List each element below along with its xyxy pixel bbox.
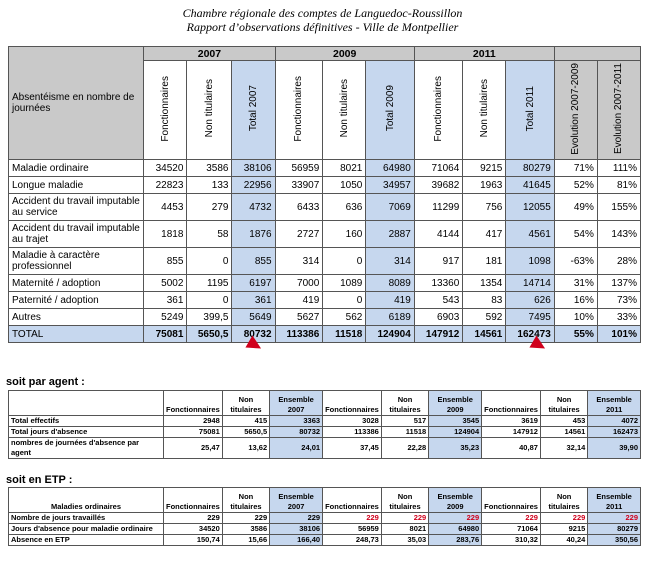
header-row bbox=[9, 488, 641, 513]
table-row bbox=[9, 292, 641, 309]
table-cell: 22823 bbox=[144, 177, 187, 194]
row-label: Nombre de jours travaillés bbox=[9, 513, 164, 524]
table-cell: 229 bbox=[222, 513, 269, 524]
table-cell: 14561 bbox=[540, 427, 587, 438]
table-row bbox=[9, 275, 641, 292]
table-cell: 34957 bbox=[366, 177, 414, 194]
table-cell: 80732 bbox=[232, 326, 275, 343]
table-cell: 40,87 bbox=[482, 438, 541, 459]
table-cell: 52% bbox=[554, 177, 597, 194]
column-header-text: Non titulaires bbox=[338, 79, 350, 138]
column-header bbox=[554, 61, 597, 160]
column-header: Ensemble 2011 bbox=[588, 488, 641, 513]
table-cell: 855 bbox=[144, 248, 187, 275]
column-header-text: Fonctionnaires bbox=[433, 75, 445, 142]
table-cell: 15,66 bbox=[222, 535, 269, 546]
table-cell: 64980 bbox=[366, 160, 414, 177]
table-cell: 8021 bbox=[323, 160, 366, 177]
table-cell: 7069 bbox=[366, 194, 414, 221]
column-header: Ensemble 2007 bbox=[270, 391, 323, 416]
header-row bbox=[9, 391, 641, 416]
column-header-text: Fonctionnaires bbox=[159, 75, 171, 142]
table-cell: 229 bbox=[270, 513, 323, 524]
table-cell: 314 bbox=[366, 248, 414, 275]
table-cell: 3545 bbox=[429, 416, 482, 427]
column-header bbox=[506, 61, 554, 160]
page-header bbox=[0, 6, 645, 34]
table-cell: 162473 bbox=[506, 326, 554, 343]
row-label: Longue maladie bbox=[9, 177, 144, 194]
table-cell: 16% bbox=[554, 292, 597, 309]
table-cell: 229 bbox=[482, 513, 541, 524]
table-cell: 80279 bbox=[506, 160, 554, 177]
table-cell: 49% bbox=[554, 194, 597, 221]
table-cell: 3028 bbox=[323, 416, 382, 427]
table-cell: 1818 bbox=[144, 221, 187, 248]
row-label: Maladie à caractère professionnel bbox=[9, 248, 144, 275]
table-cell: 229 bbox=[588, 513, 641, 524]
table-cell: 1876 bbox=[232, 221, 275, 248]
table-cell: 229 bbox=[429, 513, 482, 524]
table-cell: 39682 bbox=[414, 177, 462, 194]
table-cell: 4732 bbox=[232, 194, 275, 221]
row-label: Autres bbox=[9, 309, 144, 326]
column-header-text: Non titulaires bbox=[478, 79, 490, 138]
table-row bbox=[9, 248, 641, 275]
column-header-text: Evolution 2007-2009 bbox=[570, 62, 582, 155]
table-cell: 4072 bbox=[588, 416, 641, 427]
table-cell: 417 bbox=[463, 221, 506, 248]
table-row bbox=[9, 309, 641, 326]
table-cell: 40,24 bbox=[540, 535, 587, 546]
table-cell: 8089 bbox=[366, 275, 414, 292]
table-cell: 229 bbox=[381, 513, 428, 524]
row-label: Total jours d'absence bbox=[9, 427, 164, 438]
table-cell: 0 bbox=[187, 292, 232, 309]
table-cell: 6433 bbox=[275, 194, 323, 221]
table-cell: 56959 bbox=[275, 160, 323, 177]
table-cell: 133 bbox=[187, 177, 232, 194]
absenteeism-table bbox=[8, 46, 641, 343]
evolution-header-blank bbox=[554, 47, 640, 61]
column-header bbox=[597, 61, 640, 160]
table-cell: 160 bbox=[323, 221, 366, 248]
table-cell: 80279 bbox=[588, 524, 641, 535]
table-cell: 3363 bbox=[270, 416, 323, 427]
table-cell: 361 bbox=[144, 292, 187, 309]
table-cell: 11299 bbox=[414, 194, 462, 221]
table-cell: 5650,5 bbox=[187, 326, 232, 343]
table-row bbox=[9, 535, 641, 546]
table-cell: 229 bbox=[540, 513, 587, 524]
etp-caption: soit en ETP : bbox=[6, 474, 73, 486]
table-cell: 155% bbox=[597, 194, 640, 221]
table-cell: 592 bbox=[463, 309, 506, 326]
table-cell: 124904 bbox=[429, 427, 482, 438]
column-header: Ensemble 2009 bbox=[429, 488, 482, 513]
column-header-text: Total 2009 bbox=[384, 85, 396, 132]
table-cell: 24,01 bbox=[270, 438, 323, 459]
table-cell: 5649 bbox=[232, 309, 275, 326]
table-cell: 111% bbox=[597, 160, 640, 177]
table-cell: 113386 bbox=[323, 427, 382, 438]
table-cell: 350,56 bbox=[588, 535, 641, 546]
table-cell: 0 bbox=[187, 248, 232, 275]
table-cell: 80732 bbox=[270, 427, 323, 438]
row-label: Total effectifs bbox=[9, 416, 164, 427]
row-label: Maternité / adoption bbox=[9, 275, 144, 292]
table-cell: 11518 bbox=[323, 326, 366, 343]
table-cell: 636 bbox=[323, 194, 366, 221]
column-header bbox=[323, 61, 366, 160]
column-header-text: Total 2011 bbox=[524, 85, 536, 132]
table-cell: 64980 bbox=[429, 524, 482, 535]
table-cell: 37,45 bbox=[323, 438, 382, 459]
column-header-text: Evolution 2007-2011 bbox=[613, 63, 625, 154]
table-cell: 1963 bbox=[463, 177, 506, 194]
table-cell: 4561 bbox=[506, 221, 554, 248]
table-cell: 1089 bbox=[323, 275, 366, 292]
table-cell: 626 bbox=[506, 292, 554, 309]
etp-table bbox=[8, 487, 641, 546]
column-header: Ensemble 2009 bbox=[429, 391, 482, 416]
table-cell: 1098 bbox=[506, 248, 554, 275]
table-cell: 399,5 bbox=[187, 309, 232, 326]
table-cell: 1195 bbox=[187, 275, 232, 292]
table-cell: 71064 bbox=[414, 160, 462, 177]
table-cell: 38106 bbox=[232, 160, 275, 177]
table-row bbox=[9, 194, 641, 221]
agent-caption: soit par agent : bbox=[6, 376, 85, 388]
table-cell: 34520 bbox=[164, 524, 223, 535]
table-cell: 35,03 bbox=[381, 535, 428, 546]
header-line-2: Rapport d’observations définitives - Ville de Montpellier bbox=[186, 20, 459, 34]
table-cell: 34520 bbox=[144, 160, 187, 177]
column-header: Non titulaires bbox=[222, 488, 269, 513]
column-header: Fonctionnaires bbox=[482, 488, 541, 513]
table-cell: 4144 bbox=[414, 221, 462, 248]
per-agent-table bbox=[8, 390, 641, 459]
row-label: Absence en ETP bbox=[9, 535, 164, 546]
table-cell: 5002 bbox=[144, 275, 187, 292]
table-cell: 137% bbox=[597, 275, 640, 292]
column-header-text: Fonctionnaires bbox=[293, 75, 305, 142]
column-header: Fonctionnaires bbox=[482, 391, 541, 416]
table-cell: 6197 bbox=[232, 275, 275, 292]
column-header bbox=[366, 61, 414, 160]
table-cell: 1354 bbox=[463, 275, 506, 292]
table-cell: 13,62 bbox=[222, 438, 269, 459]
table-cell: 54% bbox=[554, 221, 597, 248]
table-cell: 28% bbox=[597, 248, 640, 275]
table-row bbox=[9, 160, 641, 177]
table-cell: 113386 bbox=[275, 326, 323, 343]
table-cell: 4453 bbox=[144, 194, 187, 221]
table-row bbox=[9, 513, 641, 524]
column-header-text: Total 2007 bbox=[247, 85, 259, 132]
column-header: Ensemble 2007 bbox=[270, 488, 323, 513]
table-cell: 415 bbox=[222, 416, 269, 427]
table-cell: 361 bbox=[232, 292, 275, 309]
table-cell: 314 bbox=[275, 248, 323, 275]
table-cell: 517 bbox=[381, 416, 428, 427]
column-header: Non titulaires bbox=[540, 391, 587, 416]
table-cell: 8021 bbox=[381, 524, 428, 535]
table-cell: 56959 bbox=[323, 524, 382, 535]
table-cell: 33907 bbox=[275, 177, 323, 194]
header-line-1: Chambre régionale des comptes de Languedoc-Roussillon bbox=[182, 6, 463, 20]
table-cell: 229 bbox=[323, 513, 382, 524]
table-cell: 310,32 bbox=[482, 535, 541, 546]
column-header bbox=[187, 61, 232, 160]
table-cell: 71064 bbox=[482, 524, 541, 535]
table-cell: 14714 bbox=[506, 275, 554, 292]
row-label: Maladie ordinaire bbox=[9, 160, 144, 177]
table-cell: 71% bbox=[554, 160, 597, 177]
table-cell: 55% bbox=[554, 326, 597, 343]
table-cell: 75081 bbox=[164, 427, 223, 438]
column-header bbox=[144, 61, 187, 160]
column-header: Fonctionnaires bbox=[323, 488, 382, 513]
table-cell: 917 bbox=[414, 248, 462, 275]
table-cell: 2887 bbox=[366, 221, 414, 248]
table-cell: 283,76 bbox=[429, 535, 482, 546]
table-cell: 35,23 bbox=[429, 438, 482, 459]
row-label: Accident du travail imputable au service bbox=[9, 194, 144, 221]
row-label: Accident du travail imputable au trajet bbox=[9, 221, 144, 248]
column-header bbox=[9, 391, 164, 416]
table-cell: 7495 bbox=[506, 309, 554, 326]
table-cell: 83 bbox=[463, 292, 506, 309]
table-row bbox=[9, 177, 641, 194]
table-cell: 3586 bbox=[222, 524, 269, 535]
table-row bbox=[9, 221, 641, 248]
table-cell: 2948 bbox=[164, 416, 223, 427]
column-header: Fonctionnaires bbox=[323, 391, 382, 416]
table-cell: 12055 bbox=[506, 194, 554, 221]
table-cell: 147912 bbox=[482, 427, 541, 438]
table-cell: 13360 bbox=[414, 275, 462, 292]
table-cell: 101% bbox=[597, 326, 640, 343]
table-cell: 81% bbox=[597, 177, 640, 194]
table-cell: 855 bbox=[232, 248, 275, 275]
row-label: Paternité / adoption bbox=[9, 292, 144, 309]
table-cell: 3619 bbox=[482, 416, 541, 427]
column-header: Ensemble 2011 bbox=[588, 391, 641, 416]
row-label: nombres de journées d'absence par agent bbox=[9, 438, 164, 459]
table-cell: 562 bbox=[323, 309, 366, 326]
table-cell: 6903 bbox=[414, 309, 462, 326]
table-cell: 6189 bbox=[366, 309, 414, 326]
year-2009: 2009 bbox=[275, 47, 414, 61]
table-cell: 10% bbox=[554, 309, 597, 326]
column-header bbox=[232, 61, 275, 160]
table-cell: 124904 bbox=[366, 326, 414, 343]
table-cell: 38106 bbox=[270, 524, 323, 535]
table-cell: 41645 bbox=[506, 177, 554, 194]
table-row bbox=[9, 416, 641, 427]
table-row bbox=[9, 427, 641, 438]
table-cell: 32,14 bbox=[540, 438, 587, 459]
row-label: TOTAL bbox=[9, 326, 144, 343]
table-cell: 543 bbox=[414, 292, 462, 309]
table-cell: 181 bbox=[463, 248, 506, 275]
table-cell: 73% bbox=[597, 292, 640, 309]
column-header: Non titulaires bbox=[222, 391, 269, 416]
table-cell: 756 bbox=[463, 194, 506, 221]
table-cell: 2727 bbox=[275, 221, 323, 248]
table-cell: 7000 bbox=[275, 275, 323, 292]
table-cell: 11518 bbox=[381, 427, 428, 438]
table-cell: 143% bbox=[597, 221, 640, 248]
table-cell: 453 bbox=[540, 416, 587, 427]
table-cell: 31% bbox=[554, 275, 597, 292]
table-row bbox=[9, 438, 641, 459]
table-cell: 9215 bbox=[463, 160, 506, 177]
table-cell: 0 bbox=[323, 292, 366, 309]
table-cell: 162473 bbox=[588, 427, 641, 438]
table-cell: 150,74 bbox=[164, 535, 223, 546]
column-header: Non titulaires bbox=[381, 391, 428, 416]
column-header bbox=[414, 61, 462, 160]
table-cell: 9215 bbox=[540, 524, 587, 535]
table-cell: 248,73 bbox=[323, 535, 382, 546]
column-header bbox=[463, 61, 506, 160]
table-cell: 0 bbox=[323, 248, 366, 275]
table-cell: 5249 bbox=[144, 309, 187, 326]
column-header bbox=[275, 61, 323, 160]
table-cell: 419 bbox=[275, 292, 323, 309]
table-cell: 22956 bbox=[232, 177, 275, 194]
table-cell: 147912 bbox=[414, 326, 462, 343]
table-cell: 3586 bbox=[187, 160, 232, 177]
column-header: Non titulaires bbox=[540, 488, 587, 513]
table-cell: 25,47 bbox=[164, 438, 223, 459]
table-cell: 33% bbox=[597, 309, 640, 326]
column-header-text: Non titulaires bbox=[203, 79, 215, 138]
column-header: Maladies ordinaires bbox=[9, 488, 164, 513]
year-2011: 2011 bbox=[414, 47, 554, 61]
table-cell: 5650,5 bbox=[222, 427, 269, 438]
year-2007: 2007 bbox=[144, 47, 275, 61]
table-cell: 22,28 bbox=[381, 438, 428, 459]
row-label: Jours d'absence pour maladie ordinaire bbox=[9, 524, 164, 535]
table-cell: 14561 bbox=[463, 326, 506, 343]
column-header: Fonctionnaires bbox=[164, 488, 223, 513]
table-cell: 419 bbox=[366, 292, 414, 309]
table-cell: 39,90 bbox=[588, 438, 641, 459]
table-cell: 5627 bbox=[275, 309, 323, 326]
table-cell: 279 bbox=[187, 194, 232, 221]
table-cell: 75081 bbox=[144, 326, 187, 343]
table-cell: 1050 bbox=[323, 177, 366, 194]
table-cell: 58 bbox=[187, 221, 232, 248]
table-row bbox=[9, 524, 641, 535]
column-header: Non titulaires bbox=[381, 488, 428, 513]
corner-label: Absentéisme en nombre de journées bbox=[9, 47, 144, 160]
table-cell: -63% bbox=[554, 248, 597, 275]
column-header: Fonctionnaires bbox=[164, 391, 223, 416]
table-cell: 166,40 bbox=[270, 535, 323, 546]
table-cell: 229 bbox=[164, 513, 223, 524]
